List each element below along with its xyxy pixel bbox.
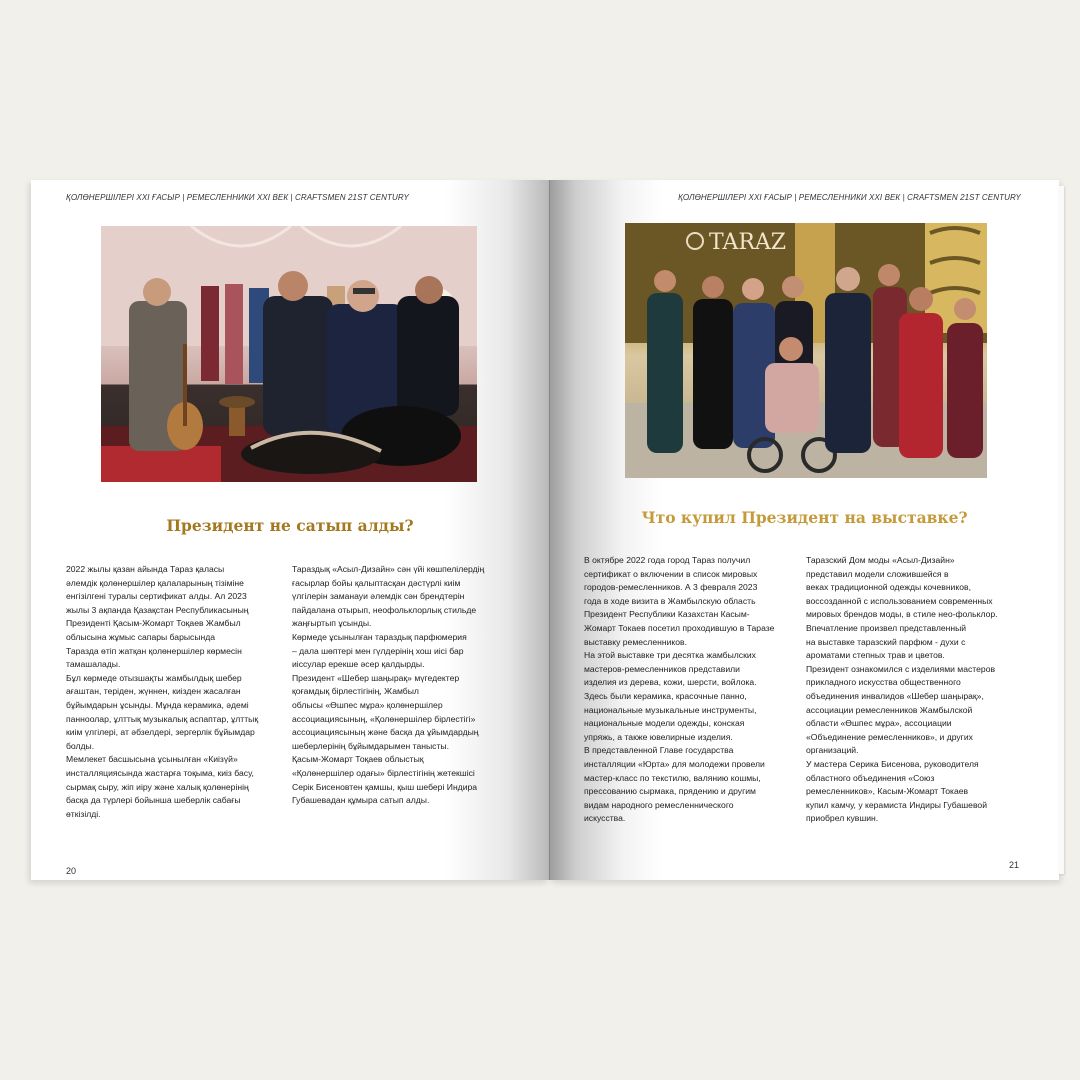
text-line: Президент ознакомился с изделиями мастеров [806,663,996,674]
right-body-column-2 [806,554,1026,826]
text-line: пайдалана отырып, неофольклорлық стильде [292,604,477,615]
text-line: инсталляциясында жастарға тоқыма, киіз басу, [66,767,254,778]
headline-left: Президент не сатып алды? [166,516,414,535]
text-line: иіссулар ерекше әсер қалдырды. [292,659,425,670]
text-line: «Қолөнершілер одағы» бірлестігінің жетекшісі [292,767,475,778]
text-line: Көрмеде ұсынылған тараздық парфюмерия [292,631,467,642]
text-line: «Объединение ремесленников», и других [806,731,973,742]
text-line: ғасырлар бойы қалыптасқан дәстүрлі киім [292,577,461,588]
text-line: Здесь были керамика, красочные панно, [584,690,747,701]
headline-right: Что купил Президент на выставке? [641,508,968,527]
text-line: сертификат о включении в список мировых [584,568,758,579]
text-line: ремесленников», Касым-Жомарт Токаев [806,786,969,797]
text-line: мастеров-ремесленников представили [584,663,740,674]
text-line: ассоциациясының, «Қолөнершілер бірлестігі» [292,713,476,724]
text-line: шеберлерінің бұйымдарымен танысты. [292,740,449,751]
text-line: Серік Бисеновтен қамшы, қыш шебері Индира [292,781,478,792]
text-line: видам народного ремесленнического [584,799,734,810]
text-line: прессованию сырмака, прядению и другим [584,786,756,797]
text-line: киім үлгілері, ат әбзелдері, зергерлік бұйымдар [66,727,255,738]
text-line: 2022 жылы қазан айында Тараз қаласы [66,564,225,574]
text-line: В октябре 2022 года город Тараз получил [584,555,751,565]
text-line: Впечатление произвел представленный [806,622,967,633]
text-line: У мастера Серика Бисенова, руководителя [806,758,979,769]
text-line: панноолар, ұлттық музыкалық аспаптар, ұлттық [66,713,259,724]
text-line: жылы 3 ақпанда Қазақстан Республикасының [66,604,249,615]
text-line: Таразский Дом моды «Асыл-Дизайн» [806,555,955,565]
page-stack-edge [1058,186,1064,874]
text-line: Президент Республики Казахстан Касым- [584,609,750,620]
text-line: на выставке таразский парфюм - духи с [806,636,966,647]
text-line: Таразда өтіп жатқан қолөнершілер көрмесін [66,645,242,656]
text-line: купил камчу, у керамиста Индиры Губашевой [806,799,988,810]
text-line: сырмақ сыру, жіп иіру және халық қолөнерінің [66,781,249,792]
text-line: бұйымдарын ұсынды. Мұнда керамика, әдемі [66,699,249,710]
page-number-left: 20 [66,866,77,876]
text-line: әлемдік қолөнершілер қалаларының тізіміне [66,577,244,588]
left-body-column-2 [292,563,517,808]
running-head-right: ҚОЛӨНЕРШІЛЕРІ XXI ҒАСЫР | РЕМЕСЛЕННИКИ XXI ВЕК | CRAFTSMEN 21ST CENTURY [678,193,1021,202]
text-line: областного объединения «Союз [806,772,935,783]
text-line: Президент «Шебер шаңырақ» мүгедектер [292,672,460,683]
page-number-right: 21 [1009,860,1020,870]
text-line: упряжь, а также ювелирные изделия. [584,731,733,742]
text-line: национальные модели одежды, конская [584,718,745,729]
right-body-column-1 [584,554,794,826]
text-line: организаций. [806,745,859,756]
text-line: приобрел кувшин. [806,813,879,824]
text-line: облысына жұмыс сапары барысында [66,631,216,642]
text-line: Жомарт Токаев посетил проходившую в Таразе [584,622,775,633]
text-line: мировых брендов моды, в стиле нео-фольклор. [806,609,998,620]
text-line: мастер-класс по текстилю, валянию кошмы, [584,772,761,783]
text-line: инсталляции «Юрта» для молодежи провели [584,758,765,769]
text-line: – дала шөптері мен гүлдерінің хош иісі бар [292,645,464,656]
text-line: Бұл көрмеде отызшақты жамбылдық шебер [66,672,242,683]
text-line: өткізілді. [66,808,101,819]
text-line: облысы «Өшпес мұра» қолөнершілер [292,699,443,710]
text-line: представил модели сложившейся в [806,568,949,579]
text-line: қоғамдық бірлестігінің, Жамбыл [292,686,419,697]
right-page [550,180,1059,880]
text-line: Қасым-Жомарт Тоқаев облыстық [292,754,424,765]
photo-group-taraz-stand [625,223,987,478]
left-body-column-1 [66,563,280,821]
text-line: городов-ремесленников. А 3 февраля 2023 [584,582,758,593]
text-line: жаңғыртып ұсынды. [292,618,372,629]
photo-president-saddlery-illustration [101,226,477,482]
text-line: изделия из дерева, кожи, шерсти, войлока. [584,677,757,688]
text-line: Президенті Қасым-Жомарт Тоқаев Жамбыл [66,618,241,629]
text-line: ароматами степных трав и цветов. [806,650,945,661]
text-line: веках традиционной одежды кочевников, [806,582,971,593]
text-line: енгізілгені туралы сертификат алды. Ал 2023 [66,591,247,602]
text-line: Мемлекет басшысына ұсынылған «Киізүй» [66,754,238,765]
text-line: үлгілерін заманауи әлемдік сән брендтерін [292,591,465,602]
text-line: выставку ремесленников. [584,636,687,647]
text-line: В представленной Главе государства [584,745,734,756]
text-line: воссозданной с использованием современных [806,595,993,606]
running-head-left: ҚОЛӨНЕРШІЛЕРІ XXI ҒАСЫР | РЕМЕСЛЕННИКИ XXI ВЕК | CRAFTSMEN 21ST CENTURY [66,193,409,202]
photo-group-taraz-stand-illustration [625,223,987,478]
text-line: басқа да түрлері бойынша шеберлік сабағы [66,795,241,806]
text-line: ағаштан, теріден, жүннен, киізден жасалған [66,686,241,697]
text-line: прикладного искусства общественного [806,677,961,688]
text-line: Тараздық «Асыл-Дизайн» сән үйі көшпелілердің [292,564,485,574]
text-line: года в ходе визита в Жамбылскую область [584,595,756,606]
text-line: На этой выставке три десятка жамбылских [584,650,756,661]
taraz-sign-text: TARAZ [709,230,787,255]
photo-president-saddlery [101,226,477,482]
text-line: тамашалады. [66,659,121,670]
text-line: искусства. [584,813,626,824]
text-line: объединения инвалидов «Шебер шаңырақ», [806,690,984,701]
text-line: болды. [66,740,95,751]
text-line: ассоциации ремесленников Жамбылской [806,704,973,715]
text-line: Губашевадан құмыра сатып алды. [292,795,430,806]
text-line: области «Өшпес мұра», ассоциации [806,718,952,729]
left-page [31,180,549,880]
text-line: ассоциациясының және басқа да ұйымдардың [292,727,479,738]
text-line: национальные музыкальные инструменты, [584,704,757,715]
